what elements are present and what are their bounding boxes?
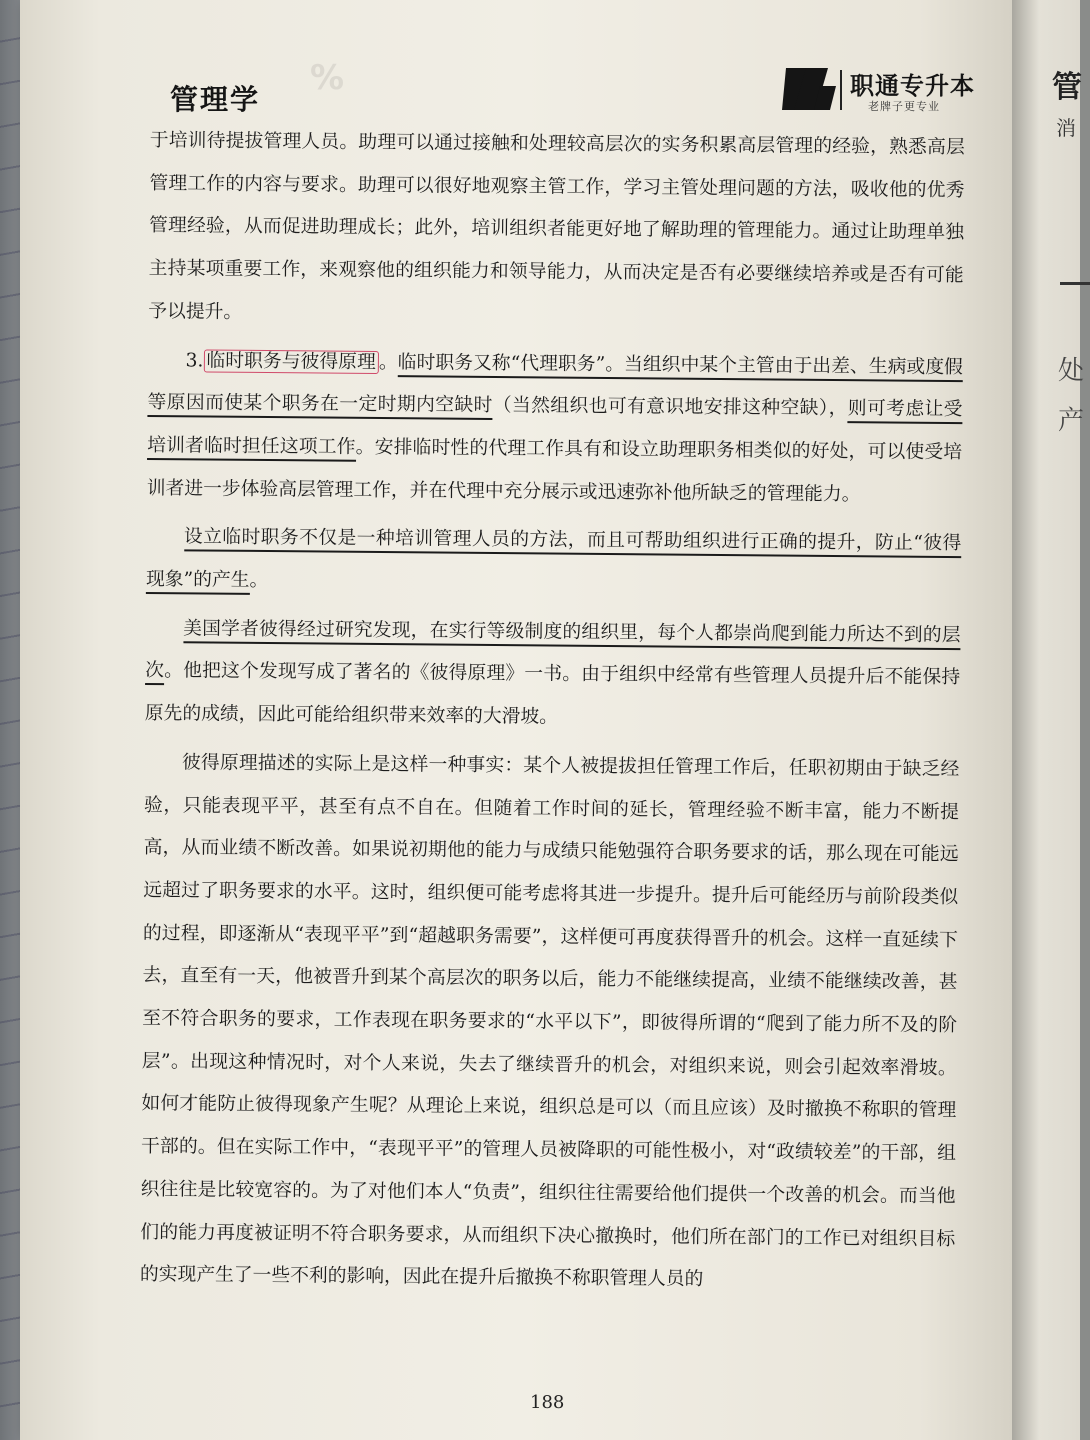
paragraph <box>145 608 961 743</box>
adjacent-page-edge <box>1012 0 1085 1440</box>
pen-underlined-text: 临时职务又称“代理职务”。当组织中某个主管由于出差、生病或度假等原因而使某个职务在一定时期内空缺时 <box>147 352 963 421</box>
logo-divider <box>840 70 842 110</box>
adjacent-page-glyph: 处 <box>1058 356 1085 386</box>
text-run: 。安排临时性的代理工作具有和设立助理职务相类似的好处，可以使受培训者进一步体验高层管理工作，并在代理中充分展示或迅速弥补他所缺乏的管理能力。 <box>146 436 963 505</box>
page-number: 188 <box>530 1392 565 1413</box>
book-page <box>20 0 1020 1440</box>
show-through-text: % <box>310 58 351 98</box>
logo-title: 职通专升本 <box>850 72 975 100</box>
paragraph <box>147 340 963 518</box>
text-run: 3. <box>185 349 204 371</box>
text-run: 。 <box>249 569 269 592</box>
pen-underlined-text: 设立临时职务不仅是一种培训管理人员的方法，而且可帮助组织进行正确的提升，防止“彼得现象”的产生 <box>146 527 962 595</box>
adjacent-page-subtitle: 消 <box>1056 116 1076 140</box>
text-run: 。 <box>378 351 398 373</box>
page-header-title: 管理学 <box>170 83 261 116</box>
text-run: （当然组织也可有意识地安排这种空缺）， <box>492 395 848 420</box>
paragraph <box>146 516 962 609</box>
pen-underlined-text: 则可考虑让受培训者临时担任这项工作 <box>147 398 963 461</box>
logo-slash-icon <box>782 64 838 116</box>
publisher-logo <box>782 64 1022 120</box>
adjacent-page-title: 管 <box>1052 70 1082 105</box>
text-run: 于培训待提拔管理人员。助理可以通过接触和处理较高层次的实务积累高层管理的经验，熟悉高层管理工作的内容与要求。助理可以很好地观察主管工作，学习主管处理问题的方法，吸收他的优秀管理经验，从而促进助理成长；此外，培训组织者能更好地了解助理的管理能力。通过让助理单独主持某项重要工作，来观察他的组织能力和领导能力，从而决定是否有必要继续培养或是否有可能予以提升。 <box>148 129 965 323</box>
body-text <box>140 120 965 1304</box>
text-run: 彼得原理描述的实际上是这样一种事实：某个人被提拔担任管理工作后，任职初期由于缺乏经验，只能表现平平，甚至有点不自在。但随着工作时间的延长，管理经验不断丰富，能力不断提高，从而业绩不断改善。如果说初期他的能力与成绩只能勉强符合职务要求的话，那么现在可能远远超过了职务要求的水平。这时，组织便可能考虑将其进一步提升。提升后可能经历与前阶段类似的过程，即逐渐从“表现平平”到“超越职务需要”，这样便可再度获得晋升的机会。这样一直延续下去，直至有一天，他被晋升到某个高层次的职务以后，能力不能继续提高，业绩不能继续改善，甚至不符合职务的要求，工作表现在职务要求的“水平以下”，即彼得所谓的“爬到了能力所不及的阶层”。出现这种情况时，对个人来说，失去了继续晋升的机会，对组织来说，则会引起效率滑坡。如何才能防止彼得现象产生呢？从理论上来说，组织总是可以（而且应该）及时撤换不称职的管理干部的。但在实际工作中，“表现平平”的管理人员被降职的可能性极小，对“政绩较差”的干部，组织往往是比较宽容的。为了对他们本人“负责”，组织往往需要给他们提供一个改善的机会。而当他们的能力再度被证明不符合职务要求，从而组织下决心撤换时，他们所在部门的工作已对组织目标的实现产生了一些不利的影响，因此在提升后撤换不称职管理人员的 <box>139 752 960 1291</box>
paragraph <box>148 120 965 341</box>
adjacent-page-rule <box>1060 282 1090 285</box>
text-run: 。他把这个发现写成了著名的《彼得原理》一书。由于组织中经常有些管理人员提升后不能保持原先的成绩，因此可能给组织带来效率的大滑坡。 <box>144 660 961 728</box>
paragraph <box>140 742 960 1304</box>
pen-underlined-text: 美国学者彼得经过研究发现，在实行等级制度的组织里，每个人都崇尚爬到能力所达不到的层次 <box>145 618 961 686</box>
pen-boxed-text: 临时职务与彼得原理 <box>203 349 379 374</box>
logo-subtitle: 老牌子更专业 <box>868 100 940 113</box>
adjacent-page-glyph: 产 <box>1058 406 1085 436</box>
